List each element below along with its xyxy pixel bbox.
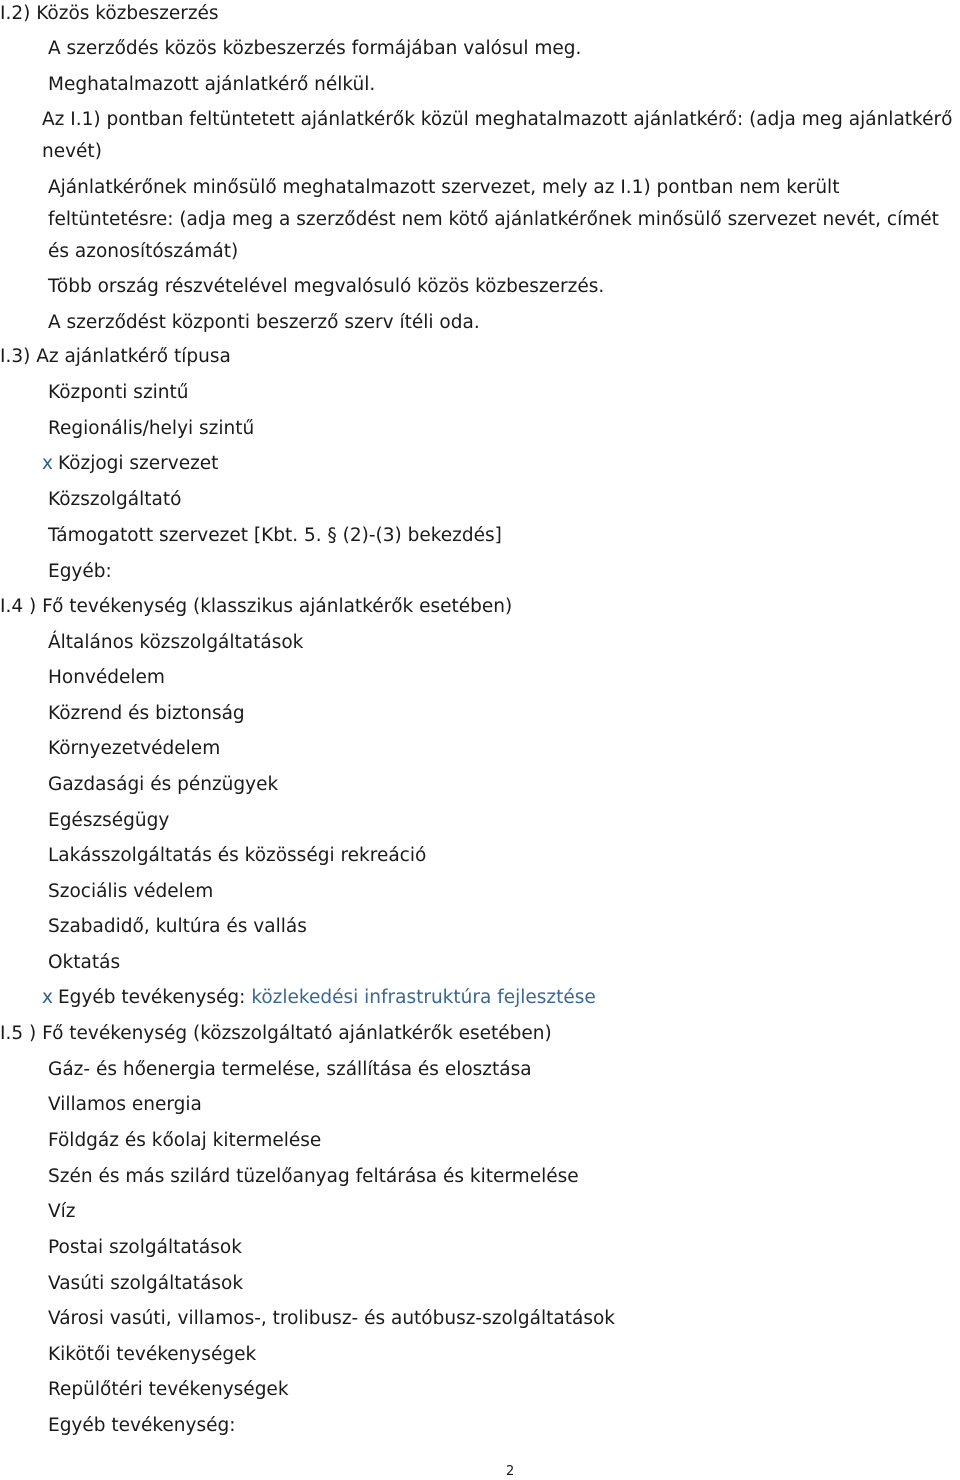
activity-option-label: Egyéb tevékenység:	[57, 987, 246, 1008]
utility-activity-option: Postai szolgáltatások	[48, 1237, 242, 1258]
page-number: 2	[506, 1464, 515, 1479]
activity-option: Környezetvédelem	[48, 738, 221, 759]
joint-procurement-option: A szerződés közös közbeszerzés formájában valósul meg.	[48, 38, 582, 59]
activity-option: Általános közszolgáltatások	[48, 632, 304, 653]
activity-option: Lakásszolgáltatás és közösségi rekreáció	[48, 845, 427, 866]
utility-activity-option: Vasúti szolgáltatások	[48, 1273, 244, 1294]
utility-activity-option: Gáz- és hőenergia termelése, szállítása és elosztása	[48, 1059, 532, 1080]
multi-country-option: Több ország részvételével megvalósuló közös közbeszerzés.	[48, 276, 605, 297]
section-heading-i4: I.4 ) Fő tevékenység (klasszikus ajánlatkérők esetében)	[0, 596, 513, 617]
type-option-label: Közjogi szervezet	[57, 453, 219, 474]
section-heading-i3: I.3) Az ajánlatkérő típusa	[0, 346, 231, 367]
central-purchasing-option: A szerződést központi beszerző szerv ítéli oda.	[48, 312, 480, 333]
authorized-org-paragraph	[42, 172, 957, 268]
activity-option: Oktatás	[48, 952, 121, 973]
activity-option: Gazdasági és pénzügyek	[48, 774, 279, 795]
section-heading-i5: I.5 ) Fő tevékenység (közszolgáltató ajánlatkérők esetében)	[0, 1023, 552, 1044]
activity-option: Egészségügy	[48, 810, 170, 831]
type-option: Támogatott szervezet [Kbt. 5. § (2)-(3) bekezdés]	[48, 525, 502, 546]
other-activity-value: közlekedési infrastruktúra fejlesztése	[251, 987, 596, 1008]
check-mark-icon: x	[42, 987, 53, 1008]
type-option: Közszolgáltató	[48, 489, 182, 510]
activity-option-checked	[42, 987, 596, 1008]
authorized-org-text: Ajánlatkérőnek minősülő meghatalmazott szervezet, mely az I.1) pontban nem került feltüntetésre: (adja meg a szerződést nem kötő ajánlatkérőnek minősülő szervezet nevét, címét és azonosítószámát)	[48, 177, 939, 262]
utility-activity-option: Villamos energia	[48, 1094, 202, 1115]
activity-option: Szabadidő, kultúra és vallás	[48, 916, 307, 937]
utility-activity-option: Víz	[48, 1201, 76, 1222]
activity-option: Közrend és biztonság	[48, 703, 245, 724]
type-option-checked	[42, 453, 218, 474]
utility-activity-option: Egyéb tevékenység:	[48, 1415, 236, 1436]
utility-activity-option: Szén és más szilárd tüzelőanyag feltárása és kitermelése	[48, 1166, 579, 1187]
utility-activity-option: Városi vasúti, villamos-, trolibusz- és autóbusz-szolgáltatások	[48, 1308, 615, 1329]
authorized-contracting-paragraph: Az I.1) pontban feltüntetett ajánlatkérők közül meghatalmazott ajánlatkérő: (adja meg ajánlatkérő nevét)	[42, 109, 953, 162]
activity-option: Szociális védelem	[48, 881, 214, 902]
no-authorized-contracting-option: Meghatalmazott ajánlatkérő nélkül.	[48, 74, 376, 95]
type-option: Központi szintű	[48, 382, 189, 403]
type-option: Egyéb:	[48, 561, 112, 582]
utility-activity-option: Földgáz és kőolaj kitermelése	[48, 1130, 322, 1151]
type-option: Regionális/helyi szintű	[48, 418, 255, 439]
section-heading-i2: I.2) Közös közbeszerzés	[0, 3, 219, 24]
check-mark-icon: x	[42, 453, 53, 474]
utility-activity-option: Repülőtéri tevékenységek	[48, 1379, 289, 1400]
utility-activity-option: Kikötői tevékenységek	[48, 1344, 257, 1365]
activity-option: Honvédelem	[48, 667, 165, 688]
